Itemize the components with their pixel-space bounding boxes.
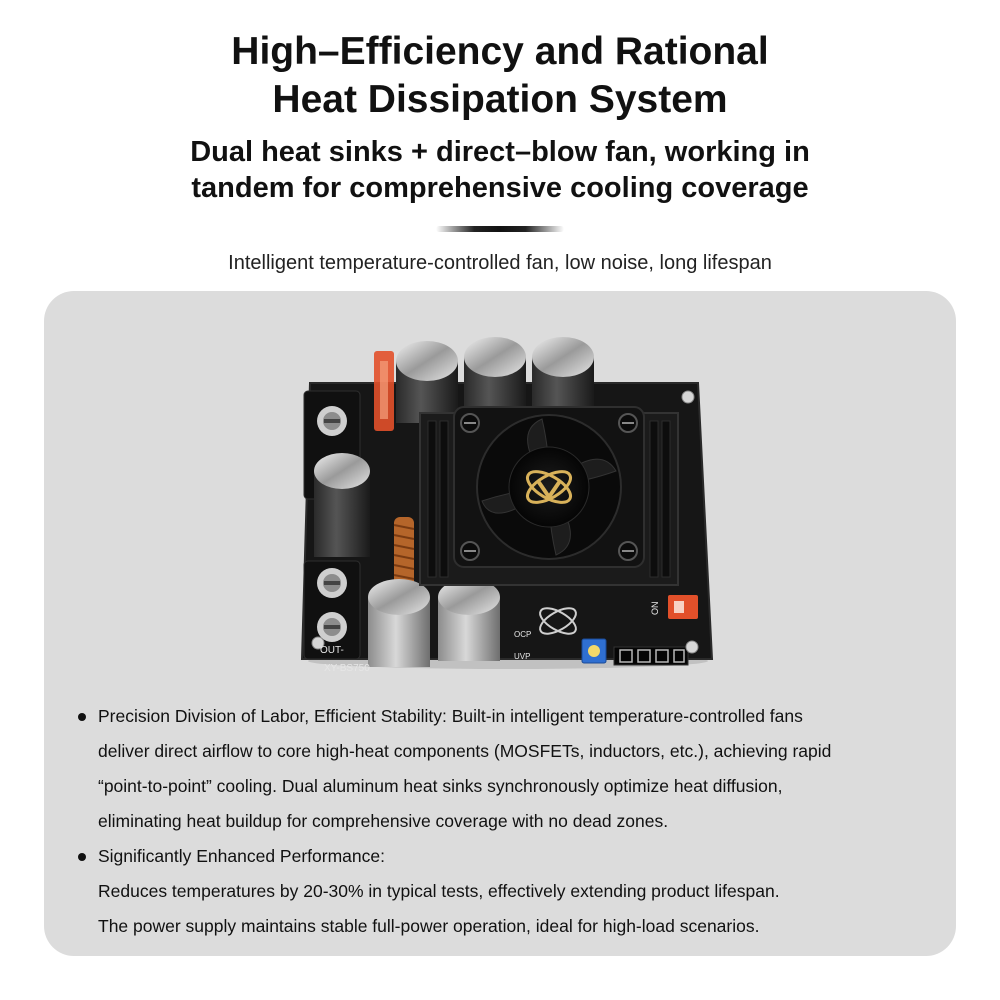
tagline: Intelligent temperature-controlled fan, low noise, long lifespan <box>228 252 772 274</box>
cooling-fan <box>454 407 644 567</box>
page-subtitle <box>0 134 1000 206</box>
feature-item <box>78 839 938 944</box>
feature-line: Significantly Enhanced Performance: <box>98 846 385 866</box>
led-display <box>614 647 688 665</box>
output-label: OUT- <box>320 645 344 656</box>
feature-line: Reduces temperatures by 20-30% in typical tests, effectively extending product lifespan. <box>98 881 780 901</box>
product-panel <box>44 291 956 956</box>
capacitor <box>368 579 430 667</box>
ocp-label: OCP <box>514 630 532 639</box>
feature-line: eliminating heat buildup for comprehensive coverage with no dead zones. <box>98 811 669 831</box>
bullet-icon <box>78 713 86 721</box>
subtitle-line-1: Dual heat sinks + direct–blow fan, working in <box>190 136 810 168</box>
capacitor <box>532 337 594 409</box>
page-title <box>0 28 1000 124</box>
dip-switch-label: ON <box>650 601 660 615</box>
feature-line: The power supply maintains stable full-power operation, ideal for high-load scenarios. <box>98 916 760 936</box>
subtitle-line-2: tandem for comprehensive cooling coverage <box>191 172 809 204</box>
feature-line: deliver direct airflow to core high-heat components (MOSFETs, inductors, etc.), achieving rapid <box>98 741 832 761</box>
feature-line: “point-to-point” cooling. Dual aluminum heat sinks synchronously optimize heat diffusion, <box>98 776 783 796</box>
capacitor <box>396 341 458 423</box>
title-divider <box>436 226 564 232</box>
capacitor <box>464 337 526 413</box>
title-line-2: Heat Dissipation System <box>272 78 728 121</box>
bullet-icon <box>78 853 86 861</box>
title-line-1: High–Efficiency and Rational <box>231 30 769 73</box>
model-label: XY-BS750 <box>324 663 370 674</box>
capacitor <box>314 453 370 557</box>
product-image <box>298 321 718 676</box>
feature-line: Precision Division of Labor, Efficient Stability: Built-in intelligent temperature-controlled fans <box>98 706 803 726</box>
capacitor <box>438 579 500 661</box>
feature-list <box>78 699 938 944</box>
feature-item <box>78 699 938 839</box>
uvp-label: UVP <box>514 652 531 661</box>
